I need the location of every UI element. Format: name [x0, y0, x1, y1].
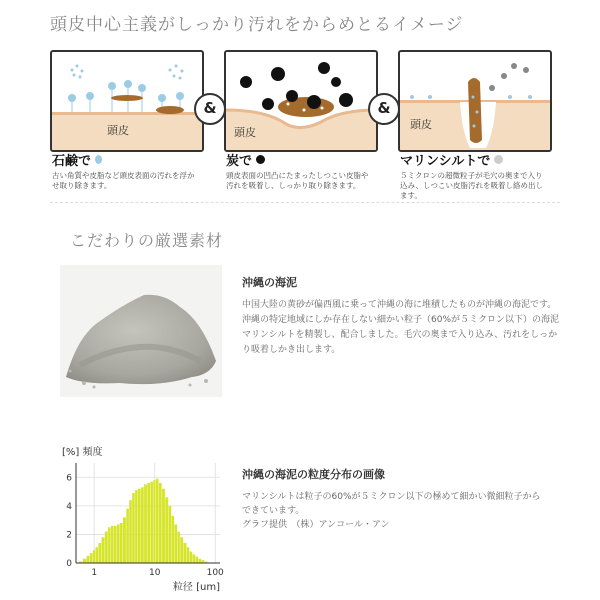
histogram-bar [156, 479, 159, 563]
distribution-info [242, 466, 562, 532]
histogram-bar [177, 532, 179, 563]
x-tick-label: 100 [206, 568, 224, 578]
histogram-bar [153, 480, 155, 563]
panel-marine-silt [398, 50, 552, 152]
y-tick-label: 2 [66, 530, 72, 541]
sea-mud-photo [60, 265, 222, 397]
skin-label: 頭皮 [107, 124, 129, 137]
caption-title: 石鹸で [52, 154, 92, 169]
marine-silt-illustration [400, 52, 550, 150]
caption-marine-silt [400, 150, 560, 201]
histogram-bar [190, 552, 193, 563]
water-drop-icon [95, 155, 102, 164]
histogram-bar [93, 550, 95, 563]
amp-symbol: & [368, 93, 400, 125]
histogram-bar [123, 517, 126, 563]
caption-title: 炭で [226, 154, 253, 169]
histogram-bar [198, 559, 201, 563]
mud-desc: 中国大陸の黄砂が偏西風に乗って沖縄の海に堆積したものが沖縄の海泥です。沖縄の特定地域にしか存在しない細かい粒子（60%が５ミクロン以下）の海泥マリンシルトを精製し、配合しました。毛穴の奥まで入り込み、汚れをしっかり吸着しかき出します。 [242, 300, 560, 355]
histogram-bar [162, 489, 165, 563]
panel-charcoal [224, 50, 378, 152]
x-tick-label: 1 [91, 568, 98, 578]
histogram-bar [98, 543, 101, 563]
histogram-bar [184, 543, 187, 563]
histogram-bar [83, 559, 86, 563]
histogram-bar [129, 500, 132, 563]
histogram-bar [111, 526, 114, 563]
distribution-title: 沖縄の海泥の粒度分布の画像 [242, 468, 385, 481]
graph-credit: グラフ提供 （株）アンコール・アン [242, 520, 390, 530]
histogram-bar [90, 553, 93, 563]
histogram-bar [87, 556, 90, 563]
amp-symbol: & [194, 93, 226, 125]
distribution-desc: マリンシルトは粒子の60%が５ミクロン以下の極めて細かい微細粒子からできています。 [242, 492, 541, 516]
y-tick-label: 0 [66, 559, 72, 569]
skin-label: 頭皮 [234, 126, 256, 139]
caption-desc: 古い角質や皮脂など頭皮表面の汚れを浮かせ取り除きます。 [52, 171, 195, 190]
caption-soap [52, 150, 212, 191]
histogram-bar [180, 537, 183, 563]
charcoal-dot-icon [256, 155, 265, 164]
caption-desc: ５ミクロンの超微粒子が毛穴の奥まで入り込み、しつこい皮脂汚れを吸着し絡め出します。 [400, 171, 543, 200]
section-heading-scalp: 頭皮中心主義がしっかり汚れをからめとるイメージ [50, 15, 464, 35]
histogram-bar [138, 489, 141, 563]
histogram-bar [147, 483, 150, 563]
x-axis-label: 粒径 [um] [172, 582, 220, 593]
histogram-bar [120, 523, 123, 563]
silt-dot-icon [494, 155, 503, 164]
mud-info [242, 274, 562, 358]
histogram-bar [172, 516, 175, 563]
histogram-bar [165, 497, 168, 563]
histogram-bar [135, 490, 137, 563]
histogram-bar [187, 547, 190, 563]
y-axis-label: [%] 頻度 [62, 447, 103, 458]
histogram-bar [108, 527, 111, 563]
histogram-bar [105, 532, 108, 563]
x-tick-label: 10 [148, 568, 161, 578]
caption-desc: 頭皮表面の凹凸にたまったしつこい皮脂や汚れを吸着し、しっかり取り除きます。 [226, 171, 369, 190]
particle-distribution-chart [60, 445, 230, 595]
histogram-bar [95, 547, 98, 563]
histogram-bar [117, 524, 119, 563]
histogram-bar [102, 537, 105, 563]
caption-charcoal [226, 150, 386, 191]
histogram-bar [150, 482, 153, 563]
panel-soap [50, 50, 204, 152]
histogram-bar [169, 506, 172, 563]
histogram-bar [144, 484, 147, 563]
histogram-bar [174, 524, 177, 563]
skin-label: 頭皮 [410, 118, 432, 131]
histogram-bar [126, 509, 129, 563]
section-heading-materials: こだわりの厳選素材 [70, 231, 224, 250]
histogram-bar [193, 554, 196, 563]
histogram-bar [196, 557, 198, 563]
section-divider [50, 202, 560, 203]
caption-title: マリンシルトで [400, 154, 491, 169]
mud-title: 沖縄の海泥 [242, 276, 297, 289]
histogram-bar [159, 483, 162, 563]
y-tick-label: 6 [66, 473, 72, 484]
y-tick-label: 4 [66, 501, 72, 512]
histogram-bar [132, 493, 135, 563]
histogram-bar [114, 526, 117, 563]
histogram-bar [141, 487, 144, 563]
